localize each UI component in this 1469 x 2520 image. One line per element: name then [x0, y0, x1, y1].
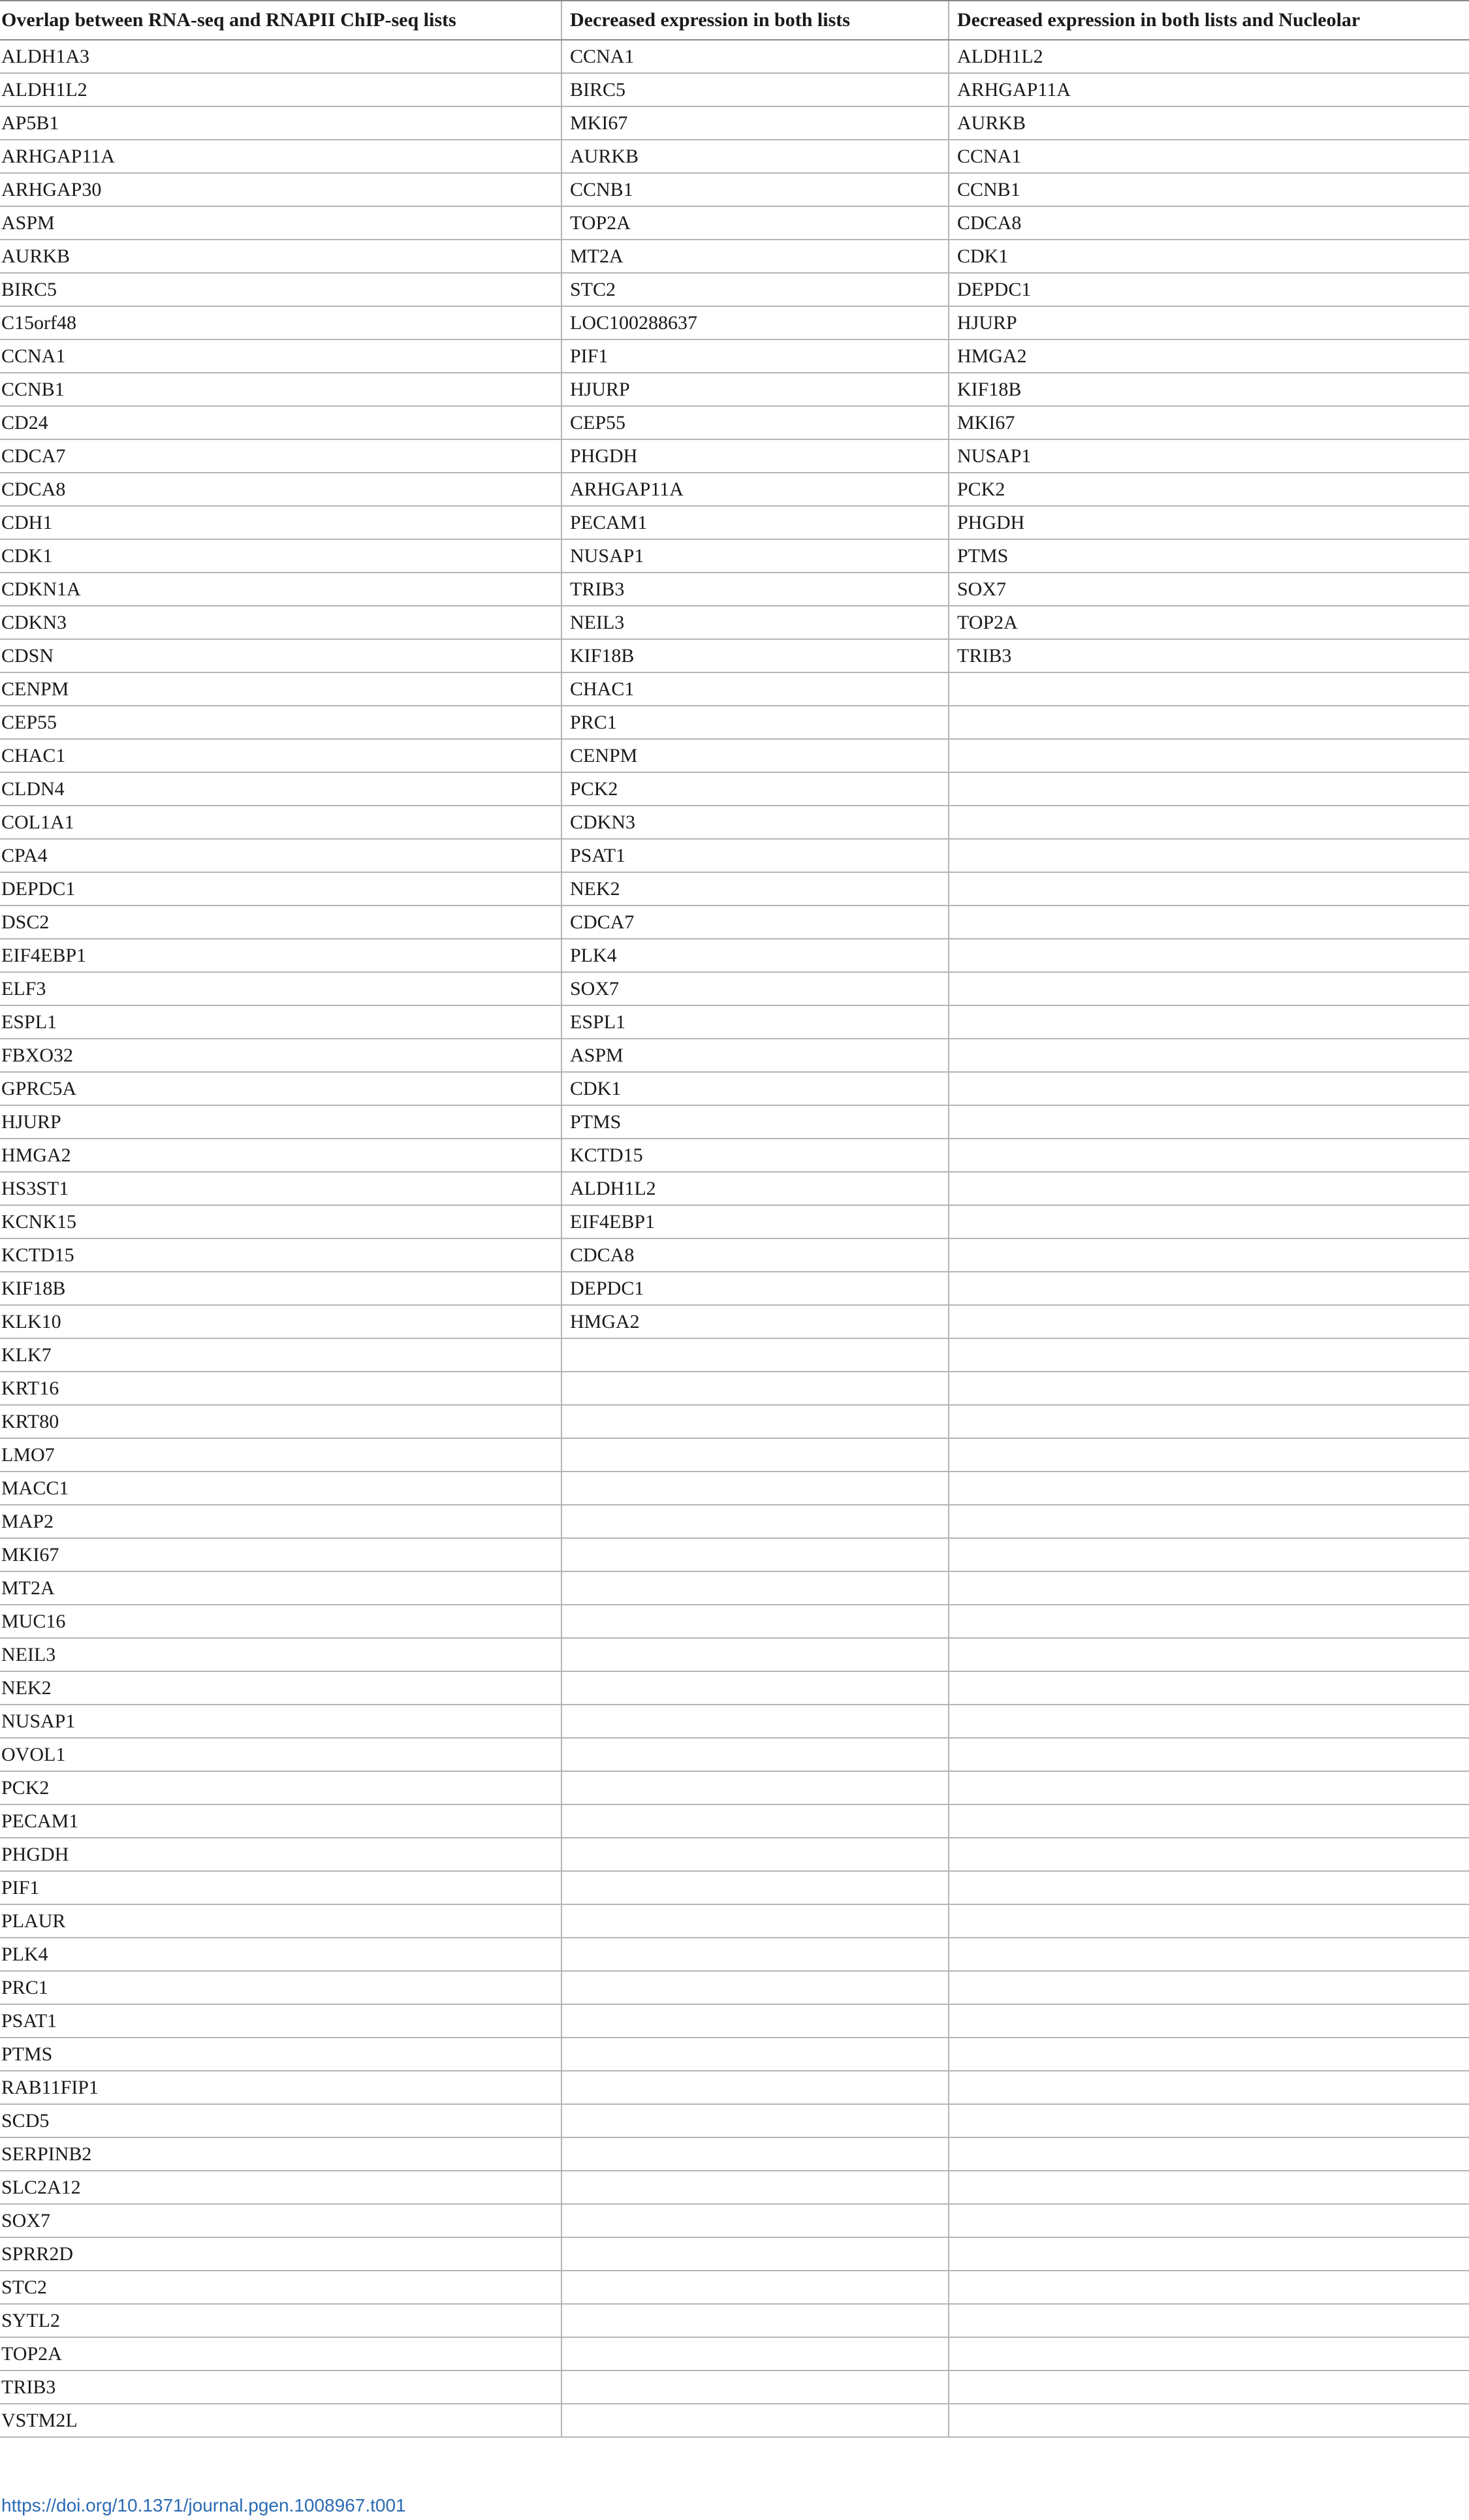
table-row	[0, 1871, 1469, 1904]
table-row	[0, 2071, 1469, 2104]
overlap-gene-cell: CENPM	[0, 672, 561, 706]
table-row	[0, 1072, 1469, 1105]
overlap-gene-cell: CEP55	[0, 706, 561, 739]
overlap-gene-cell: DSC2	[0, 906, 561, 939]
overlap-gene-cell: ASPM	[0, 206, 561, 240]
overlap-gene-cell: ALDH1A3	[0, 40, 561, 73]
overlap-gene-cell: CCNA1	[0, 339, 561, 373]
table-row	[0, 972, 1469, 1005]
overlap-gene-cell: DEPDC1	[0, 872, 561, 906]
overlap-gene-cell: STC2	[0, 2271, 561, 2304]
table-row	[0, 772, 1469, 806]
table-body	[0, 40, 1469, 2437]
decreased-gene-cell	[561, 2271, 949, 2304]
table-row	[0, 2271, 1469, 2304]
overlap-gene-cell: PLK4	[0, 1938, 561, 1971]
table-row	[0, 872, 1469, 906]
overlap-gene-cell: EIF4EBP1	[0, 939, 561, 972]
overlap-gene-cell: CCNB1	[0, 373, 561, 406]
decreased-gene-cell	[561, 2204, 949, 2237]
overlap-gene-cell: ESPL1	[0, 1005, 561, 1039]
overlap-gene-cell: KRT80	[0, 1405, 561, 1438]
table-row	[0, 1538, 1469, 1571]
overlap-gene-cell: AURKB	[0, 240, 561, 273]
table-row	[0, 839, 1469, 872]
decreased-gene-cell	[561, 1605, 949, 1638]
nucleolar-gene-cell: HMGA2	[949, 339, 1469, 373]
decreased-gene-cell: CENPM	[561, 739, 949, 772]
decreased-gene-cell	[561, 1438, 949, 1472]
overlap-gene-cell: CLDN4	[0, 772, 561, 806]
nucleolar-gene-cell	[949, 772, 1469, 806]
table-row	[0, 539, 1469, 573]
decreased-gene-cell	[561, 2171, 949, 2204]
overlap-gene-cell: PHGDH	[0, 1838, 561, 1871]
overlap-gene-cell: SPRR2D	[0, 2237, 561, 2271]
overlap-gene-cell: LMO7	[0, 1438, 561, 1472]
decreased-gene-cell	[561, 1871, 949, 1904]
table-row	[0, 73, 1469, 106]
nucleolar-gene-cell	[949, 1871, 1469, 1904]
header-decreased-expression: Decreased expression in both lists	[561, 1, 949, 40]
table-row	[0, 2370, 1469, 2404]
nucleolar-gene-cell	[949, 1838, 1469, 1871]
table-row	[0, 2137, 1469, 2171]
nucleolar-gene-cell	[949, 1938, 1469, 1971]
table-row	[0, 1139, 1469, 1172]
nucleolar-gene-cell	[949, 1605, 1469, 1638]
nucleolar-gene-cell	[949, 1738, 1469, 1771]
nucleolar-gene-cell	[949, 906, 1469, 939]
decreased-gene-cell	[561, 1904, 949, 1938]
nucleolar-gene-cell	[949, 2370, 1469, 2404]
nucleolar-gene-cell	[949, 1438, 1469, 1472]
overlap-gene-cell: KLK7	[0, 1338, 561, 1372]
overlap-gene-cell: NEK2	[0, 1671, 561, 1705]
decreased-gene-cell: AURKB	[561, 140, 949, 173]
overlap-gene-cell: TRIB3	[0, 2370, 561, 2404]
decreased-gene-cell: ARHGAP11A	[561, 473, 949, 506]
nucleolar-gene-cell	[949, 1538, 1469, 1571]
decreased-gene-cell: ESPL1	[561, 1005, 949, 1039]
table-row	[0, 1671, 1469, 1705]
overlap-gene-cell: HMGA2	[0, 1139, 561, 1172]
table-row	[0, 173, 1469, 206]
overlap-gene-cell: ARHGAP11A	[0, 140, 561, 173]
overlap-gene-cell: SOX7	[0, 2204, 561, 2237]
decreased-gene-cell: CDCA8	[561, 1238, 949, 1272]
nucleolar-gene-cell: TOP2A	[949, 606, 1469, 639]
table-row	[0, 240, 1469, 273]
overlap-gene-cell: CDH1	[0, 506, 561, 539]
nucleolar-gene-cell	[949, 2171, 1469, 2204]
decreased-gene-cell: KIF18B	[561, 639, 949, 672]
decreased-gene-cell: CHAC1	[561, 672, 949, 706]
nucleolar-gene-cell	[949, 1072, 1469, 1105]
table-row	[0, 339, 1469, 373]
overlap-gene-cell: SYTL2	[0, 2304, 561, 2337]
header-decreased-nucleolar: Decreased expression in both lists and Nucleolar	[949, 1, 1469, 40]
nucleolar-gene-cell	[949, 1771, 1469, 1804]
overlap-gene-cell: SCD5	[0, 2104, 561, 2137]
nucleolar-gene-cell: ALDH1L2	[949, 40, 1469, 73]
nucleolar-gene-cell	[949, 2071, 1469, 2104]
table-row	[0, 2104, 1469, 2137]
table-row	[0, 1372, 1469, 1405]
table-row	[0, 939, 1469, 972]
nucleolar-gene-cell	[949, 1039, 1469, 1072]
decreased-gene-cell: HJURP	[561, 373, 949, 406]
overlap-gene-cell: CDK1	[0, 539, 561, 573]
overlap-gene-cell: SLC2A12	[0, 2171, 561, 2204]
doi-link[interactable]: https://doi.org/10.1371/journal.pgen.1008967.t001	[1, 2495, 406, 2515]
decreased-gene-cell: PCK2	[561, 772, 949, 806]
nucleolar-gene-cell: HJURP	[949, 306, 1469, 339]
nucleolar-gene-cell	[949, 1338, 1469, 1372]
table-row	[0, 1605, 1469, 1638]
nucleolar-gene-cell: CCNA1	[949, 140, 1469, 173]
nucleolar-gene-cell	[949, 1571, 1469, 1605]
overlap-gene-cell: KIF18B	[0, 1272, 561, 1305]
overlap-gene-cell: KLK10	[0, 1305, 561, 1338]
decreased-gene-cell	[561, 2337, 949, 2370]
table-row	[0, 1505, 1469, 1538]
overlap-gene-cell: PRC1	[0, 1971, 561, 2004]
overlap-gene-cell: PLAUR	[0, 1904, 561, 1938]
nucleolar-gene-cell	[949, 1638, 1469, 1671]
overlap-gene-cell: MACC1	[0, 1472, 561, 1505]
nucleolar-gene-cell	[949, 1238, 1469, 1272]
overlap-gene-cell: HJURP	[0, 1105, 561, 1139]
nucleolar-gene-cell: ARHGAP11A	[949, 73, 1469, 106]
decreased-gene-cell: NEIL3	[561, 606, 949, 639]
table-row	[0, 1305, 1469, 1338]
nucleolar-gene-cell	[949, 2038, 1469, 2071]
decreased-gene-cell	[561, 1571, 949, 1605]
table-row	[0, 739, 1469, 772]
table-row	[0, 906, 1469, 939]
nucleolar-gene-cell	[949, 1705, 1469, 1738]
table-row	[0, 2171, 1469, 2204]
table-row	[0, 1272, 1469, 1305]
decreased-gene-cell: KCTD15	[561, 1139, 949, 1172]
table-row	[0, 2404, 1469, 2437]
table-row	[0, 1405, 1469, 1438]
decreased-gene-cell: CDCA7	[561, 906, 949, 939]
nucleolar-gene-cell	[949, 2104, 1469, 2137]
nucleolar-gene-cell	[949, 739, 1469, 772]
nucleolar-gene-cell	[949, 1804, 1469, 1838]
nucleolar-gene-cell	[949, 2237, 1469, 2271]
overlap-gene-cell: CDSN	[0, 639, 561, 672]
nucleolar-gene-cell	[949, 2004, 1469, 2038]
table-row	[0, 373, 1469, 406]
overlap-gene-cell: BIRC5	[0, 273, 561, 306]
decreased-gene-cell	[561, 1671, 949, 1705]
decreased-gene-cell: CDKN3	[561, 806, 949, 839]
nucleolar-gene-cell	[949, 839, 1469, 872]
overlap-gene-cell: CDCA8	[0, 473, 561, 506]
overlap-gene-cell: KRT16	[0, 1372, 561, 1405]
nucleolar-gene-cell: PTMS	[949, 539, 1469, 573]
overlap-gene-cell: CPA4	[0, 839, 561, 872]
decreased-gene-cell: CCNB1	[561, 173, 949, 206]
table-row	[0, 606, 1469, 639]
decreased-gene-cell	[561, 2404, 949, 2437]
decreased-gene-cell	[561, 1338, 949, 1372]
table-row	[0, 2304, 1469, 2337]
nucleolar-gene-cell: AURKB	[949, 106, 1469, 140]
decreased-gene-cell: PHGDH	[561, 439, 949, 473]
decreased-gene-cell: HMGA2	[561, 1305, 949, 1338]
table-row	[0, 40, 1469, 73]
decreased-gene-cell	[561, 2237, 949, 2271]
table-row	[0, 1205, 1469, 1238]
nucleolar-gene-cell: KIF18B	[949, 373, 1469, 406]
decreased-gene-cell: PIF1	[561, 339, 949, 373]
table-row	[0, 1039, 1469, 1072]
overlap-gene-cell: MT2A	[0, 1571, 561, 1605]
table-row	[0, 473, 1469, 506]
overlap-gene-cell: NEIL3	[0, 1638, 561, 1671]
overlap-gene-cell: PECAM1	[0, 1804, 561, 1838]
decreased-gene-cell: MKI67	[561, 106, 949, 140]
decreased-gene-cell: NUSAP1	[561, 539, 949, 573]
table-row	[0, 1238, 1469, 1272]
decreased-gene-cell	[561, 2104, 949, 2137]
nucleolar-gene-cell	[949, 1105, 1469, 1139]
decreased-gene-cell: TOP2A	[561, 206, 949, 240]
overlap-gene-cell: PTMS	[0, 2038, 561, 2071]
nucleolar-gene-cell: MKI67	[949, 406, 1469, 439]
table-row	[0, 2337, 1469, 2370]
nucleolar-gene-cell	[949, 1172, 1469, 1205]
decreased-gene-cell: DEPDC1	[561, 1272, 949, 1305]
table-row	[0, 1771, 1469, 1804]
overlap-gene-cell: RAB11FIP1	[0, 2071, 561, 2104]
table-row	[0, 1938, 1469, 1971]
nucleolar-gene-cell	[949, 1505, 1469, 1538]
decreased-gene-cell	[561, 1538, 949, 1571]
table-row	[0, 306, 1469, 339]
decreased-gene-cell: EIF4EBP1	[561, 1205, 949, 1238]
table-row	[0, 806, 1469, 839]
decreased-gene-cell: TRIB3	[561, 573, 949, 606]
nucleolar-gene-cell: DEPDC1	[949, 273, 1469, 306]
nucleolar-gene-cell: CDCA8	[949, 206, 1469, 240]
table-row	[0, 206, 1469, 240]
decreased-gene-cell	[561, 1472, 949, 1505]
nucleolar-gene-cell	[949, 2304, 1469, 2337]
decreased-gene-cell: CCNA1	[561, 40, 949, 73]
nucleolar-gene-cell	[949, 1272, 1469, 1305]
nucleolar-gene-cell	[949, 2404, 1469, 2437]
decreased-gene-cell: ALDH1L2	[561, 1172, 949, 1205]
decreased-gene-cell	[561, 1804, 949, 1838]
decreased-gene-cell: CDK1	[561, 1072, 949, 1105]
overlap-gene-cell: CD24	[0, 406, 561, 439]
table-row	[0, 1571, 1469, 1605]
nucleolar-gene-cell	[949, 806, 1469, 839]
nucleolar-gene-cell: PCK2	[949, 473, 1469, 506]
decreased-gene-cell	[561, 1938, 949, 1971]
nucleolar-gene-cell	[949, 2271, 1469, 2304]
decreased-gene-cell: ASPM	[561, 1039, 949, 1072]
decreased-gene-cell	[561, 2137, 949, 2171]
overlap-gene-cell: HS3ST1	[0, 1172, 561, 1205]
nucleolar-gene-cell	[949, 672, 1469, 706]
nucleolar-gene-cell	[949, 1405, 1469, 1438]
nucleolar-gene-cell	[949, 706, 1469, 739]
nucleolar-gene-cell	[949, 2337, 1469, 2370]
overlap-gene-cell: ALDH1L2	[0, 73, 561, 106]
table-row	[0, 1638, 1469, 1671]
nucleolar-gene-cell	[949, 1205, 1469, 1238]
overlap-gene-cell: PCK2	[0, 1771, 561, 1804]
decreased-gene-cell: PSAT1	[561, 839, 949, 872]
overlap-gene-cell: KCTD15	[0, 1238, 561, 1272]
table-row	[0, 406, 1469, 439]
decreased-gene-cell: NEK2	[561, 872, 949, 906]
overlap-gene-cell: VSTM2L	[0, 2404, 561, 2437]
decreased-gene-cell: PTMS	[561, 1105, 949, 1139]
nucleolar-gene-cell	[949, 2137, 1469, 2171]
overlap-gene-cell: CDKN3	[0, 606, 561, 639]
nucleolar-gene-cell: PHGDH	[949, 506, 1469, 539]
table-row	[0, 1705, 1469, 1738]
overlap-gene-cell: CDCA7	[0, 439, 561, 473]
table-row	[0, 2237, 1469, 2271]
nucleolar-gene-cell: TRIB3	[949, 639, 1469, 672]
table-row	[0, 1971, 1469, 2004]
decreased-gene-cell	[561, 1705, 949, 1738]
overlap-gene-cell: MKI67	[0, 1538, 561, 1571]
table-row	[0, 2004, 1469, 2038]
decreased-gene-cell	[561, 2004, 949, 2038]
decreased-gene-cell	[561, 2304, 949, 2337]
overlap-gene-cell: SERPINB2	[0, 2137, 561, 2171]
overlap-gene-cell: COL1A1	[0, 806, 561, 839]
header-overlap-list: Overlap between RNA-seq and RNAPII ChIP-seq lists	[0, 1, 561, 40]
table-row	[0, 1438, 1469, 1472]
decreased-gene-cell	[561, 1405, 949, 1438]
table-row	[0, 2038, 1469, 2071]
nucleolar-gene-cell	[949, 1904, 1469, 1938]
table-row	[0, 706, 1469, 739]
table-row	[0, 1738, 1469, 1771]
overlap-gene-cell: GPRC5A	[0, 1072, 561, 1105]
overlap-gene-cell: AP5B1	[0, 106, 561, 140]
decreased-gene-cell	[561, 1838, 949, 1871]
decreased-gene-cell	[561, 1505, 949, 1538]
decreased-gene-cell: PLK4	[561, 939, 949, 972]
nucleolar-gene-cell	[949, 872, 1469, 906]
table-row	[0, 506, 1469, 539]
table-row	[0, 2204, 1469, 2237]
overlap-gene-cell: NUSAP1	[0, 1705, 561, 1738]
nucleolar-gene-cell: SOX7	[949, 573, 1469, 606]
nucleolar-gene-cell	[949, 1372, 1469, 1405]
table-row	[0, 639, 1469, 672]
table-row	[0, 1472, 1469, 1505]
decreased-gene-cell	[561, 1971, 949, 2004]
table-row	[0, 1105, 1469, 1139]
nucleolar-gene-cell: NUSAP1	[949, 439, 1469, 473]
overlap-gene-cell: PSAT1	[0, 2004, 561, 2038]
table-row	[0, 1005, 1469, 1039]
table-row	[0, 1172, 1469, 1205]
overlap-gene-cell: C15orf48	[0, 306, 561, 339]
decreased-gene-cell: LOC100288637	[561, 306, 949, 339]
table-row	[0, 273, 1469, 306]
table-header-row	[0, 1, 1469, 40]
table-row	[0, 1804, 1469, 1838]
nucleolar-gene-cell: CCNB1	[949, 173, 1469, 206]
decreased-gene-cell: CEP55	[561, 406, 949, 439]
table-row	[0, 672, 1469, 706]
table-row	[0, 439, 1469, 473]
overlap-gene-cell: OVOL1	[0, 1738, 561, 1771]
nucleolar-gene-cell	[949, 1671, 1469, 1705]
decreased-gene-cell	[561, 1738, 949, 1771]
table-row	[0, 1838, 1469, 1871]
decreased-gene-cell: BIRC5	[561, 73, 949, 106]
overlap-gene-cell: CHAC1	[0, 739, 561, 772]
overlap-gene-cell: MUC16	[0, 1605, 561, 1638]
nucleolar-gene-cell	[949, 1305, 1469, 1338]
decreased-gene-cell	[561, 2038, 949, 2071]
decreased-gene-cell	[561, 2071, 949, 2104]
decreased-gene-cell: SOX7	[561, 972, 949, 1005]
nucleolar-gene-cell: CDK1	[949, 240, 1469, 273]
overlap-gene-cell: FBXO32	[0, 1039, 561, 1072]
decreased-gene-cell: MT2A	[561, 240, 949, 273]
overlap-gene-cell: MAP2	[0, 1505, 561, 1538]
decreased-gene-cell	[561, 1771, 949, 1804]
overlap-gene-cell: TOP2A	[0, 2337, 561, 2370]
overlap-gene-cell: ARHGAP30	[0, 173, 561, 206]
table-row	[0, 1904, 1469, 1938]
decreased-gene-cell	[561, 1638, 949, 1671]
table-row	[0, 140, 1469, 173]
decreased-gene-cell: STC2	[561, 273, 949, 306]
overlap-gene-cell: KCNK15	[0, 1205, 561, 1238]
decreased-gene-cell: PRC1	[561, 706, 949, 739]
nucleolar-gene-cell	[949, 1005, 1469, 1039]
table-row	[0, 1338, 1469, 1372]
table-row	[0, 106, 1469, 140]
overlap-gene-cell: PIF1	[0, 1871, 561, 1904]
nucleolar-gene-cell	[949, 972, 1469, 1005]
decreased-gene-cell	[561, 2370, 949, 2404]
decreased-gene-cell	[561, 1372, 949, 1405]
overlap-gene-cell: CDKN1A	[0, 573, 561, 606]
nucleolar-gene-cell	[949, 1472, 1469, 1505]
table-row	[0, 573, 1469, 606]
nucleolar-gene-cell	[949, 1971, 1469, 2004]
nucleolar-gene-cell	[949, 1139, 1469, 1172]
overlap-gene-cell: ELF3	[0, 972, 561, 1005]
nucleolar-gene-cell	[949, 939, 1469, 972]
nucleolar-gene-cell	[949, 2204, 1469, 2237]
decreased-gene-cell: PECAM1	[561, 506, 949, 539]
